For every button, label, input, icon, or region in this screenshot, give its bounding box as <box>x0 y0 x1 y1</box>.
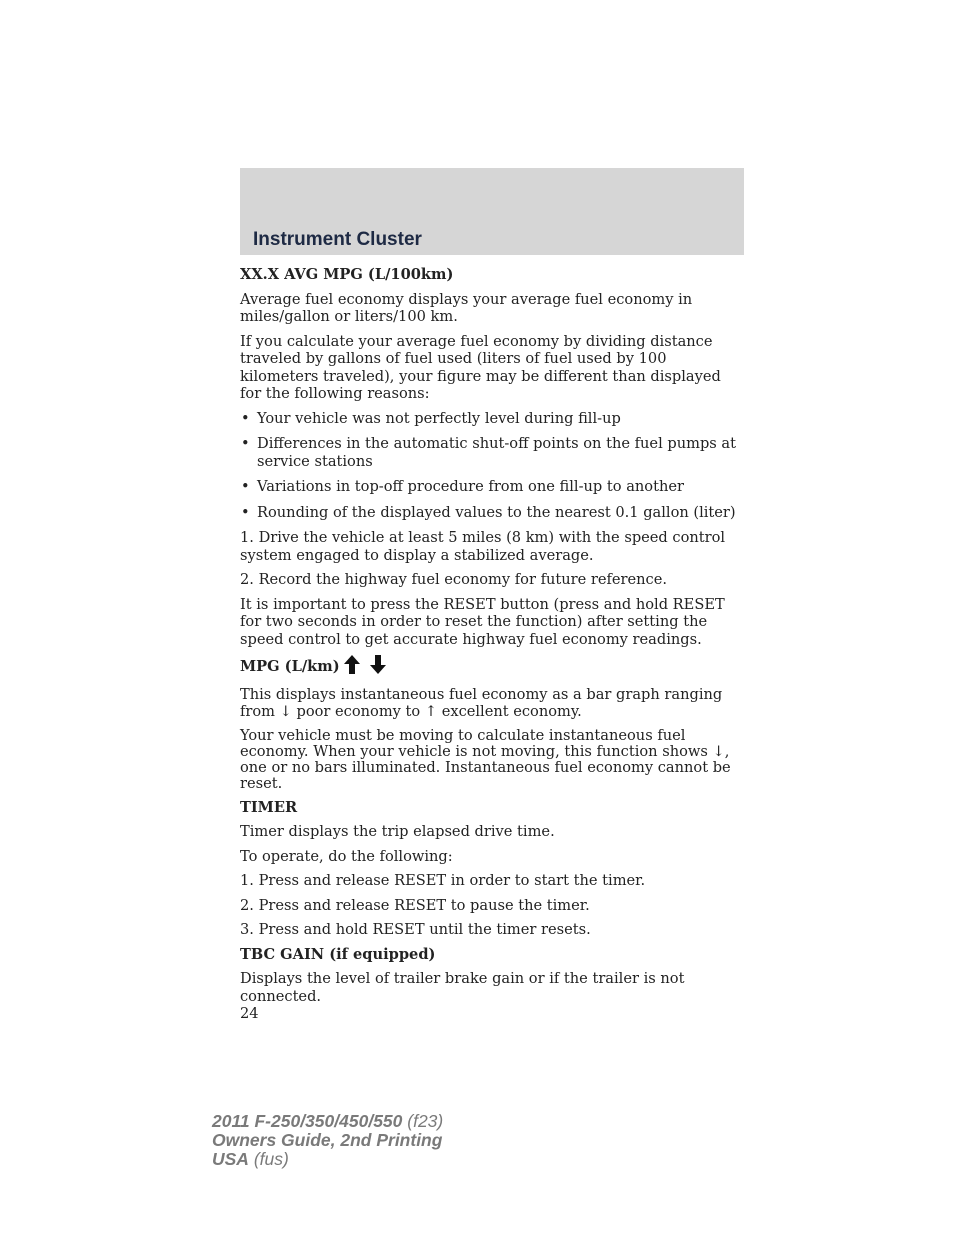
reasons-list <box>240 410 744 522</box>
list-item: • Rounding of the displayed values to the nearest 0.1 gallon (liter) <box>240 504 744 522</box>
avg-mpg-step-1: 1. Drive the vehicle at least 5 miles (8 km) with the speed control system engaged to display a stabilized average. <box>240 529 726 564</box>
footer-line-1 <box>212 1112 443 1131</box>
list-item: • Your vehicle was not perfectly level during fill-up <box>240 410 744 428</box>
page-number: 24 <box>240 1005 259 1022</box>
avg-mpg-paragraph-2: If you calculate your average fuel economy by dividing distance traveled by gallons of fuel used (liters of fuel used by 100 kilometers traveled), your figure may be different than displayed for the following reasons: <box>240 332 721 402</box>
timer-paragraph-1: Timer displays the trip elapsed drive time. <box>240 823 555 840</box>
section-title: Instrument Cluster <box>253 229 422 250</box>
list-item: • Differences in the automatic shut-off points on the fuel pumps at service stations <box>240 435 744 470</box>
mpg-heading: MPG (L/km) <box>240 658 340 675</box>
mpg-paragraph-2: Your vehicle must be moving to calculate instantaneous fuel economy. When your vehicle is not moving, this function shows ↓, one or no bars illuminated. Instantaneous fuel economy cannot be reset. <box>240 726 731 792</box>
timer-step-2: 2. Press and release RESET to pause the timer. <box>240 896 590 914</box>
timer-heading: TIMER <box>240 798 298 816</box>
tbc-gain-heading: TBC GAIN (if equipped) <box>240 945 436 963</box>
timer-step-1: 1. Press and release RESET in order to start the timer. <box>240 872 646 889</box>
timer-step-3: 3. Press and hold RESET until the timer resets. <box>240 921 591 938</box>
page-content <box>240 266 744 1023</box>
footer-model-code: (f23) <box>402 1111 444 1131</box>
avg-mpg-step-2: 2. Record the highway fuel economy for future reference. <box>240 571 668 588</box>
document-footer <box>212 1112 443 1169</box>
mpg-heading-row <box>240 655 744 679</box>
avg-mpg-heading: XX.X AVG MPG (L/100km) <box>240 266 454 283</box>
tbc-gain-paragraph: Displays the level of trailer brake gain or if the trailer is not connected. <box>240 970 685 1005</box>
timer-paragraph-2: To operate, do the following: <box>240 847 453 865</box>
footer-market-code: (fus) <box>248 1149 289 1169</box>
footer-line-3 <box>212 1150 443 1169</box>
list-item: • Variations in top-off procedure from one fill-up to another <box>240 478 744 496</box>
footer-model: 2011 F-250/350/450/550 <box>212 1111 403 1131</box>
avg-mpg-paragraph-3: It is important to press the RESET button (press and hold RESET for two seconds in order to reset the function) after setting the speed control to get accurate highway fuel economy readings. <box>240 595 725 648</box>
arrow-up-icon <box>344 655 360 679</box>
footer-line-2: Owners Guide, 2nd Printing <box>212 1130 443 1150</box>
footer-market: USA <box>212 1149 249 1169</box>
arrow-down-icon <box>370 655 386 679</box>
mpg-paragraph-1: This displays instantaneous fuel economy as a bar graph ranging from ↓ poor economy to ↑ excellent economy. <box>240 685 723 720</box>
section-header-band <box>240 168 744 255</box>
avg-mpg-paragraph-1: Average fuel economy displays your average fuel economy in miles/gallon or liters/100 km. <box>240 290 693 325</box>
